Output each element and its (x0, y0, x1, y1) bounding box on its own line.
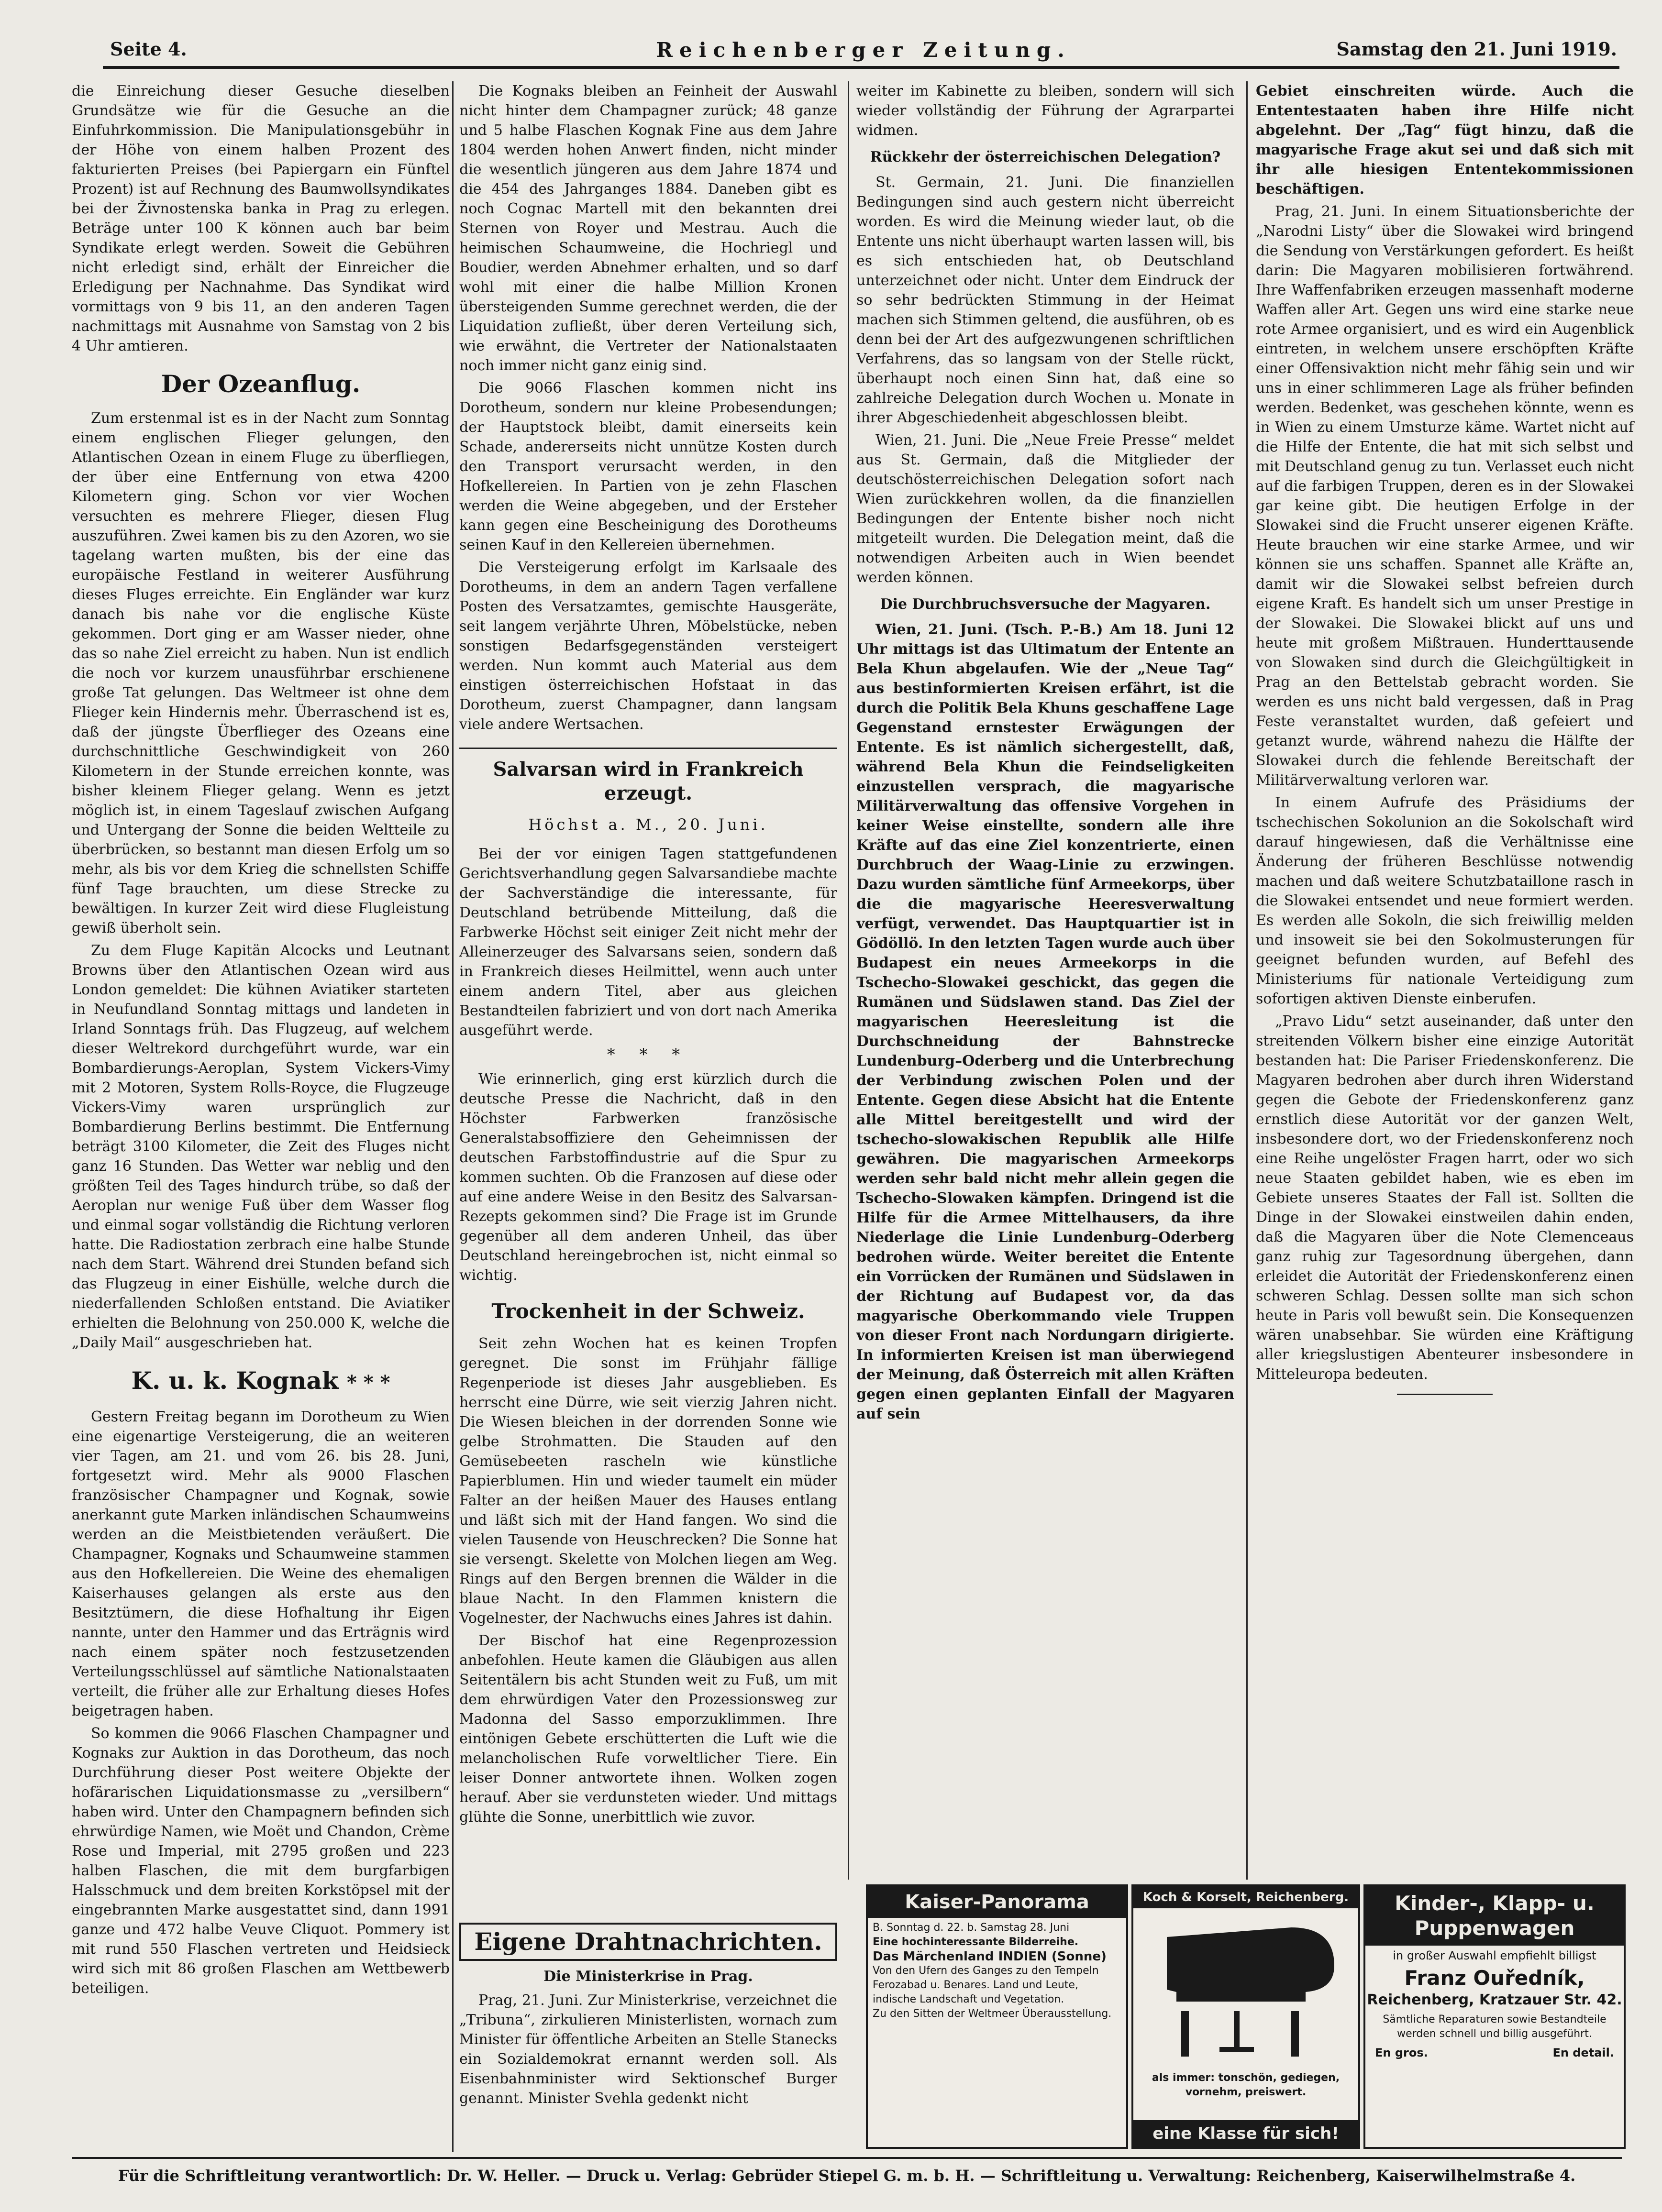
ad-kaiser-panorama (866, 1884, 1128, 2149)
ad-line: Das Märchenland INDIEN (Sonne) (873, 1949, 1107, 1964)
headline-drahtnachrichten: Eigene Drahtnachrichten. (459, 1923, 837, 1961)
ad-sub: in großer Auswahl empfiehlt billigst (1393, 1949, 1596, 1962)
column-rule (848, 81, 849, 1880)
ad-engros: En gros. (1375, 2046, 1428, 2059)
separator-stars: * * * (607, 1045, 690, 1064)
article-paragraph: die Einreichung dieser Gesuche dieselben Grundsätze wie für die Gesuche an die Einfuhrkommission. Die Manipulationsgebühr in der Höhe von einem halben Prozent des fakturierten Preises (bei Papiergarn ein Fünftel Prozent) ist auf Rechnung des Baumwollsyndikates bei der Živnostenska banka in Prag zu erlegen. Beträge unter 100 K können auch bar beim Syndikate erlegt werden. Soweit die Gebühren nicht erledigt sind, erhält der Einreicher die Erledigung per Nachnahme. Das Syndikat wird vormittags von 9 bis 11, an den anderen Tagen nachmittags mit Ausnahme von Samstag von 2 bis 4 Uhr amtieren. (72, 83, 450, 354)
ad-line: Zu den Sitten der Weltmeer Überausstellung. (873, 2008, 1112, 2020)
masthead: Reichenberger Zeitung. (656, 38, 1071, 62)
ad-note: Sämtliche Reparaturen sowie Bestandteile werden schnell und billig ausgeführt. (1383, 2014, 1607, 2040)
ad-kinderwagen (1363, 1884, 1626, 2149)
article-paragraph: Zu dem Fluge Kapitän Alcocks und Leutnant Browns über den Atlantischen Ozean wird aus London gemeldet: Die kühnen Aviatiker starteten in Neufundland Sonntag mittags und landeten in Irland Sonntags früh. Das Flugzeug, auf welchem dieser Weltrekord durchgeführt wurde, war ein Bombardierungs-Aeroplan, System Vickers-Vimy mit 2 Motoren, System Rolls-Royce, die Flugzeuge Vickers-Vimy waren ursprünglich zur Bombardierung Berlins bestimmt. Die Entfernung beträgt 3100 Kilometer, die Zeit des Fluges nicht ganz 16 Stunden. Das Wetter war neblig und den größten Teil des Tages hindurch trübe, so daß der Aeroplan nur wenige Fuß über dem Wasser flog und einmal sogar vollständig die Richtung verloren hatte. Die Radiostation zerbrach eine halbe Stunde nach dem Start. Während drei Stunden befand sich das Flugzeug in einer Eishülle, welche durch die niederfallenden Schloßen entstand. Die Aviatiker erhielten die Belohnung von 250.000 K, welche die „Daily Mail“ ausgeschrieben hat. (72, 942, 450, 1351)
article-paragraph: Bei der vor einigen Tagen stattgefundenen Gerichtsverhandlung gegen Salvarsandiebe machte der Sachverständige die interessante, für Deutschland betrübende Mitteilung, daß die Farbwerke Höchst seit einiger Zeit nicht mehr der Alleinerzeuger des Salvarsans seien, sondern daß in Frankreich dieses Heilmittel, wenn auch unter einem andern Titel, aber aus gleichen Bestandteilen fabriziert und von dort nach Amerika ausgeführt werde. (459, 846, 837, 1039)
column-rule (1246, 81, 1248, 1880)
advertisements (866, 1884, 1622, 2150)
column-1 (72, 81, 450, 2001)
article-paragraph: weiter im Kabinette zu bleiben, sondern will sich wieder vollständig der Führung der Agrarpartei widmen. (856, 83, 1234, 139)
draht-section (459, 1923, 837, 2108)
article-paragraph: St. Germain, 21. Juni. Die finanziellen Bedingungen sind auch gestern nicht überreicht worden. Es wird die Meinung wieder laut, ob die Entente uns nicht überhaupt warten lassen will, bis es sich entschieden hat, ob Deutschland unterzeichnet oder nicht. Unter dem Eindruck der so sehr bedrückten Stimmung in der Heimat machen sich Stimmen geltend, die ausführen, ob es denn bei der Art des aufgezwungenen schriftlichen Verfahrens, das so langsam von der Stelle rückt, überhaupt noch einen Sinn hat, daß eine so zahlreiche Delegation durch Wochen u. Monate in ihrer Abgeschiedenheit abgeschlossen bleibt. (856, 174, 1234, 426)
article-paragraph: Gestern Freitag begann im Dorotheum zu Wien eine eigenartige Versteigerung, die an weiteren vier Tagen, am 21. und vom 26. bis 28. Juni, fortgesetzt wird. Mehr als 9000 Flaschen französischer Champagner und Kognak, sowie anerkannt gute Marken inländischen Schaumweins werden an die Meistbietenden veräußert. Die Champagner, Kognaks und Schaumweine stammen aus den Hofkellereien. Die Weine des ehemaligen Kaiserhauses gelangen als erste aus den Besitztümern, die diese Hofhaltung ihr Eigen nannte, unter den Hammer und das Erträgnis wird nach einem später noch festzusetzenden Verteilungsschlüssel auf sämtliche Nationalstaaten verteilt, die früher alle zur Erhaltung dieses Hofes beigetragen haben. (72, 1409, 450, 1719)
article-paragraph: Prag, 21. Juni. In einem Situationsberichte der „Narodni Listy“ über die Slowakei wird bringend die Sendung von Verstärkungen gefordert. Es heißt darin: Die Magyaren mobilisieren fortwährend. Ihre Waffenfabriken erzeugen massenhaft moderne Waffen aller Art. Gegen uns wird eine starke neue rote Armee organisiert, und es wird ein Augenblick eintreten, in welchem unsere erschöpften Kräfte einer Offensivaktion nicht mehr fähig sein und wir uns in einer schlimmeren Lage als früher befinden werden. Bedenket, was geschehen könnte, wenn es in Wien zu einem Umsturze käme. Wartet nicht auf die Hilfe der Entente, die hat mit sich selbst und mit Deutschland genug zu tun. Verlasset euch nicht auf die farbigen Truppen, deren es in der Slowakei gar keine gibt. Die heutigen Erfolge in der Slowakei sind die Frucht unserer eigenen Kräfte. Heute brauchen wir eine starke Armee, und wir können sie uns schaffen. Spannet alle Kräfte an, damit wir die Slowakei selbst befreien durch eigene Kraft. Es handelt sich um unser Prestige in der Slowakei. Die Slowakei blickt auf uns und heute mit großem Mißtrauen. Hunderttausende von Slowaken sind durch die Gleichgültigkeit in Prag an den Bettelstab gebracht worden. Sie werden es uns nicht bald vergessen, daß in Prag Feste veranstaltet wurden, daß gefeiert und getanzt wurde, während nahezu die Hälfte der Slowakei durch die fehlende Bereitschaft der Militärverwaltung verloren war. (1256, 203, 1634, 789)
dateline: Höchst a. M., 20. Juni. (528, 815, 768, 834)
article-paragraph: Zum erstenmal ist es in der Nacht zum Sonntag einem englischen Flieger gelungen, den Atlantischen Ozean in einem Fluge zu überfliegen, der über eine Entfernung von etwa 4200 Kilometern ging. Schon vor vier Wochen versuchten es mehrere Flieger, diesen Flug auszuführen. Zwei kamen bis zu den Azoren, wo sie tagelang warten mußten, bis der eine das europäische Festland in weiterer Ausführung dieses Fluges erreichte. Ein Engländer war kurz danach bis nahe vor die englische Küste gekommen. Dort ging er am Wasser nieder, ohne das so nahe Ziel erreicht zu haben. Nun ist endlich die noch vor kurzem unausführbar erschienene große Tat gelungen. Das Weltmeer ist ohne dem Flieger kein Hindernis mehr. Überraschend ist es, daß der jüngste Überflieger des Ozeans eine durchschnittliche Geschwindigkeit von 260 Kilometern in der Stunde erreichen konnte, was bisher kleinem Flieger gelang. Wenn es jetzt möglich ist, in einem Tageslauf zwischen Aufgang und Untergang der Sonne die beiden Weltteile zu überbrücken, so bestannt man diesen Erfolg um so mehr, als bis vor dem Krieg die schnellsten Schiffe fünf Tage brauchten, um diese Strecke zu bewältigen. In kurzer Zeit wird diese Flugleistung gewiß überholt sein. (72, 410, 450, 936)
headline-ozeanflug: Der Ozeanflug. (161, 370, 361, 398)
ad-title: Kinder-, Klapp- u. Puppenwagen (1365, 1886, 1624, 1946)
article-paragraph: Die 9066 Flaschen kommen nicht ins Dorotheum, sondern nur kleine Probesendungen; der Hauptstock bleibt, damit einerseits kein Schade, andererseits nicht unnütze Kosten durch den Transport verursacht werden, in den Hofkellereien. In Partien von je zehn Flaschen werden die Weine abgegeben, und der Ersteher kann gegen eine Bescheinigung des Dorotheums seinen Kauf in den Kellereien übernehmen. (459, 380, 837, 553)
article-paragraph: Wie erinnerlich, ging erst kürzlich durch die deutsche Presse die Nachricht, daß in den Höchster Farbwerken französische Generalstabsoffiziere den Geheimnissen der deutschen Farbstoffindustrie auf die Spur zu kommen suchten. Ob die Franzosen auf diese oder auf eine andere Weise in den Besitz des Salvarsan-Rezepts gekommen sind? Die Frage ist im Grunde gegenüber all dem anderen Unheil, das über Deutschland hereingebrochen ist, nicht einmal so wichtig. (459, 1071, 837, 1284)
subheadline-ministerkrise: Die Ministerkrise in Prag. (543, 1968, 753, 1985)
headline-kognak: K. u. k. Kognak * * * (131, 1366, 390, 1395)
ad-line: Ferozabad u. Benares. Land und Leute, indische Landschaft und Vegetation. (873, 1979, 1078, 2005)
headline-salvarsan: Salvarsan wird in Frankreich erzeugt. (459, 748, 837, 805)
ad-line: Von den Ufern des Ganges zu den Tempeln (873, 1965, 1099, 1977)
article-paragraph: Wien, 21. Juni. Die „Neue Freie Presse“ meldet aus St. Germain, daß die Mitglieder der deutschösterreichischen Delegation sofort nach Wien zurückkehren wollen, da die finanziellen Bedingungen der Entente bisher noch nicht mitgeteilt wurden. Die Delegation meint, daß die notwendigen Arbeiten auch in Wien beendet werden können. (856, 432, 1234, 586)
imprint-footer: Für die Schriftleitung verantwortlich: Dr. W. Heller. — Druck u. Verlag: Gebrüder Stiepel G. m. b. H. — Schriftleitung u. Verwaltung: Reichenberg, Kaiserwilhelmstraße 4. (118, 2167, 1576, 2185)
headline-durchbruch: Die Durchbruchsversuche der Magyaren. (880, 596, 1211, 613)
article-paragraph: Seit zehn Wochen hat es keinen Tropfen geregnet. Die sonst im Frühjahr fällige Regenperiode ist dieses Jahr ausgeblieben. Es herrscht eine Dürre, wie seit vierzig Jahren nicht. Die Wiesen bleichen in der dorrenden Sonne wie gelbe Strohmatten. Die Stauden auf den Gemüsebeeten rascheln wie künstliche Papierblumen. Hin und wieder taumelt ein müder Falter an der heißen Mauer des Hauses entlang und läßt sich mit der Hand fangen. Wo sind die vielen Tausende von Heuschrecken? Die Sonne hat sie versengt. Skelette von Molchen liegen am Weg. Rings auf den Bergen brennen die Wälder in die blaue Nacht. In den Flammen knistern die Vogelnester, der Nachwuchs eines Jahres ist dahin. (459, 1335, 837, 1627)
header-rule (103, 66, 1619, 69)
ad-address: Reichenberg, Kratzauer Str. 42. (1367, 1992, 1622, 2008)
article-paragraph: Der Bischof hat eine Regenprozession anbefohlen. Heute kamen die Gläubigen aus allen Seitentälern bis acht Stunden weit zu Fuß, um mit dem ehrwürdigen Vater den Prozessionsweg zur Madonna del Sasso emporzuklimmen. Ihre eintönigen Gebete erschütterten die Luft wie die melancholischen Rufe vorweltlicher Tiere. Ein leiser Donner antwortete ihnen. Wolken zogen herauf. Aber sie verdunsteten wieder. Und mittags glühte die Sonne, unerbittlich wie zuvor. (459, 1632, 837, 1826)
column-4 (1256, 81, 1634, 1395)
ad-note: als immer: tonschön, gediegen, vornehm, preiswert. (1152, 2072, 1340, 2098)
end-rule (1397, 1394, 1493, 1395)
ad-text (868, 1918, 1126, 2024)
footer-rule (72, 2157, 1622, 2159)
ad-line: Eine hochinteressante Bilderreihe. (873, 1936, 1079, 1948)
ad-merchant: Franz Ouředník, (1404, 1966, 1585, 1990)
ad-line: B. Sonntag d. 22. b. Samstag 28. Juni (873, 1922, 1070, 1934)
issue-date: Samstag den 21. Juni 1919. (1336, 38, 1617, 60)
headline-trockenheit: Trockenheit in der Schweiz. (491, 1299, 805, 1323)
article-paragraph: Wien, 21. Juni. (Tsch. P.-B.) Am 18. Juni 12 Uhr mittags ist das Ultimatum der Entente an Bela Khun abgelaufen. Wie der „Neue Tag“ aus bestinformierten Kreisen erfährt, ist die durch die Politik Bela Khuns geschaffene Lage Gegenstand ernstester Erwägungen der Entente. Es ist nämlich sichergestellt, daß, während Bela Khun die Feindseligkeiten einzustellen versprach, die magyarische Militärverwaltung das offensive Vorgehen in keiner Weise einstellte, sondern alle ihre Kräfte auf das eine Ziel konzentrierte, einen Durchbruch der Waag-Linie zu erzwingen. Dazu wurden sämtliche fünf Armeekorps, über die die magyarische Heeresverwaltung verfügt, verwendet. Das Hauptquartier ist in Gödöllö. In den letzten Tagen wurde auch über Budapest ein neues Armeekorps in die Tschecho-Slowakei geschickt, das gegen die Rumänen und Südslawen stand. Das Ziel der magyarischen Heeresleitung ist die Durchschneidung der Bahnstrecke Lundenburg–Oderberg und die Unterbrechung der Verbindung zwischen Polen und der Entente. Gegen diese Absicht hat die Entente alle Mittel bereitgestellt und wird der tschecho-slowakischen Republik alle Hilfe gewähren. Die magyarischen Armeekorps werden sehr bald nicht mehr allein gegen die Tschecho-Slowaken kämpfen. Dringend ist die Hilfe für die Armee Mittelhausers, da ihre Niederlage die Linie Lundenburg–Oderberg bedrohen würde. Weiter bereitet die Entente ein Vorrücken der Rumänen und Südslawen in der Richtung auf Budapest vor, da das magyarische Oberkommando viele Truppen von dieser Front nach Nordungarn dirigierte. In informierten Kreisen ist man überwiegend der Meinung, daß Österreich mit allen Kräften gegen einen geplanten Einfall der Magyaren auf sein (856, 621, 1234, 1422)
ad-detail: En detail. (1552, 2046, 1614, 2059)
column-3 (856, 81, 1234, 1427)
ad-title: Koch & Korselt, Reichenberg. (1133, 1886, 1358, 1908)
article-paragraph: Gebiet einschreiten würde. Auch die Ententestaaten haben ihre Hilfe nicht abgelehnt. Der „Tag“ fügt hinzu, daß die magyarische Frage akut sei und daß sich mit ihr alle hiesigen Ententekommissionen beschäftigen. (1256, 83, 1634, 198)
article-paragraph: „Pravo Lidu“ setzt auseinander, daß unter den streitenden Völkern bisher eine einzige Autorität bestanden hat: Die Pariser Friedenskonferenz. Die Magyaren bedrohen aber durch ihren Widerstand gegen die Gebote der Friedenskonferenz ganz ernstlich diese Autorität vor der ganzen Welt, insbesondere dort, wo der Friedenskonferenz noch eine Reihe ungelöster Fragen harrt, oder wo sich neue Staaten gebildet haben, wie es eben im Gebiete unseres Staates der Fall ist. Sollten die Dinge in der Slowakei einstweilen dahin enden, daß die Magyaren über die Note Clemenceaus ganz ruhig zur Tagesordnung übergehen, dann erleidet die Autorität der Friedenskonferenz einen schweren Schlag. Dessen sollte man sich schon heute in Paris voll bewußt sein. Die Konsequenzen wären unabsehbar. Sie würden eine Kräftigung aller kriegslustigen Abenteurer insbesondere in Mitteleuropa bedeuten. (1256, 1013, 1634, 1383)
ad-koch-korselt (1131, 1884, 1360, 2149)
article-paragraph: Die Versteigerung erfolgt im Karlsaale des Dorotheums, in dem an andern Tagen verfallene Posten des Versatzamtes, gemischte Hausgeräte, seit langem verjährte Uhren, Möbelstücke, neben sonstigen Bedarfsgegenständen versteigert werden. Nun kommt auch Material aus dem einstigen österreichischen Hofstaat in das Dorotheum, zuerst Champagner, dann langsam viele andere Wertsachen. (459, 559, 837, 733)
article-paragraph: In einem Aufrufe des Präsidiums der tschechischen Sokolunion an die Sokolschaft wird darauf hingewiesen, daß die Verhältnisse eine Änderung der früheren Beschlüsse notwendig machen und daß weitere Schutzbataillone rasch in die Slowakei entsendet und neue formiert werden. Es werden alle Sokoln, die sich freiwillig melden und insoweit sie bei den Sokolmusterungen für geeignet befunden wurden, auf Befehl des Ministeriums für nationale Verteidigung zum sofortigen aktiven Dienste einberufen. (1256, 794, 1634, 1007)
page-number: Seite 4. (110, 38, 187, 60)
headline-rueckkehr: Rückkehr der österreichischen Delegation? (870, 149, 1221, 165)
ad-title: Kaiser-Panorama (868, 1886, 1126, 1918)
ad-slogan: eine Klasse für sich! (1133, 2120, 1358, 2147)
article-paragraph: Prag, 21. Juni. Zur Ministerkrise, verzeichnet die „Tribuna“, zirkulieren Ministerlisten, wornach zum Minister für öffentliche Arbeiten an Stelle Stanecks ein Sozialdemokrat ernannt werden soll. Als Eisenbahnminister wird Sektionschef Burger genannt. Minister Svehla gedenkt nicht (459, 1992, 837, 2107)
ad-sales-row (1365, 2044, 1624, 2061)
page-header (110, 38, 1617, 67)
article-paragraph: So kommen die 9066 Flaschen Champagner und Kognaks zur Auktion in das Dorotheum, das noch Durchführung dieser Post weitere Objekte der hofärarischen Liquidationsmasse zu „versilbern“ haben wird. Unter den Champagnern befinden sich ehrwürdige Namen, wie Moët und Chandon, Crème Rose und Imperial, mit 2795 großen und 223 halben Flaschen, die mit dem burgfarbigen Halsschmuck und dem breiten Korkstöpsel mit der eingebrannten Marke ausgestattet sind, dann 1991 ganze und 472 halbe Veuve Cliquot. Pommery ist mit rund 550 Flaschen vertreten und Heidsieck wird sich mit 86 großen Flaschen am Wettbewerb beteiligen. (72, 1725, 450, 1997)
article-paragraph: Die Kognaks bleiben an Feinheit der Auswahl nicht hinter dem Champagner zurück; 48 ganze und 5 halbe Flaschen Kognak Fine aus dem Jahre 1804 werden hohen Anwert finden, nicht minder die wesentlich jüngeren aus dem Jahre 1874 und die 454 des Jahrganges 1884. Daneben gibt es noch Cognac Martell mit den bekannten drei Sternen von Royer und Mestrau. Auch die heimischen Schaumweine, die Hochriegl und Boudier, werden Abnehmer erhalten, und so darf wohl mit einer die halbe Million Kronen übersteigenden Summe gerechnet werden, die der Liquidation zufließt, über deren Verteilung sich, wie erwähnt, die Vertreter der Nationalstaaten noch immer nicht ganz einig sind. (459, 83, 837, 374)
piano-icon (1133, 1908, 1354, 2066)
column-2 (459, 81, 837, 1830)
column-rule (452, 81, 454, 2152)
